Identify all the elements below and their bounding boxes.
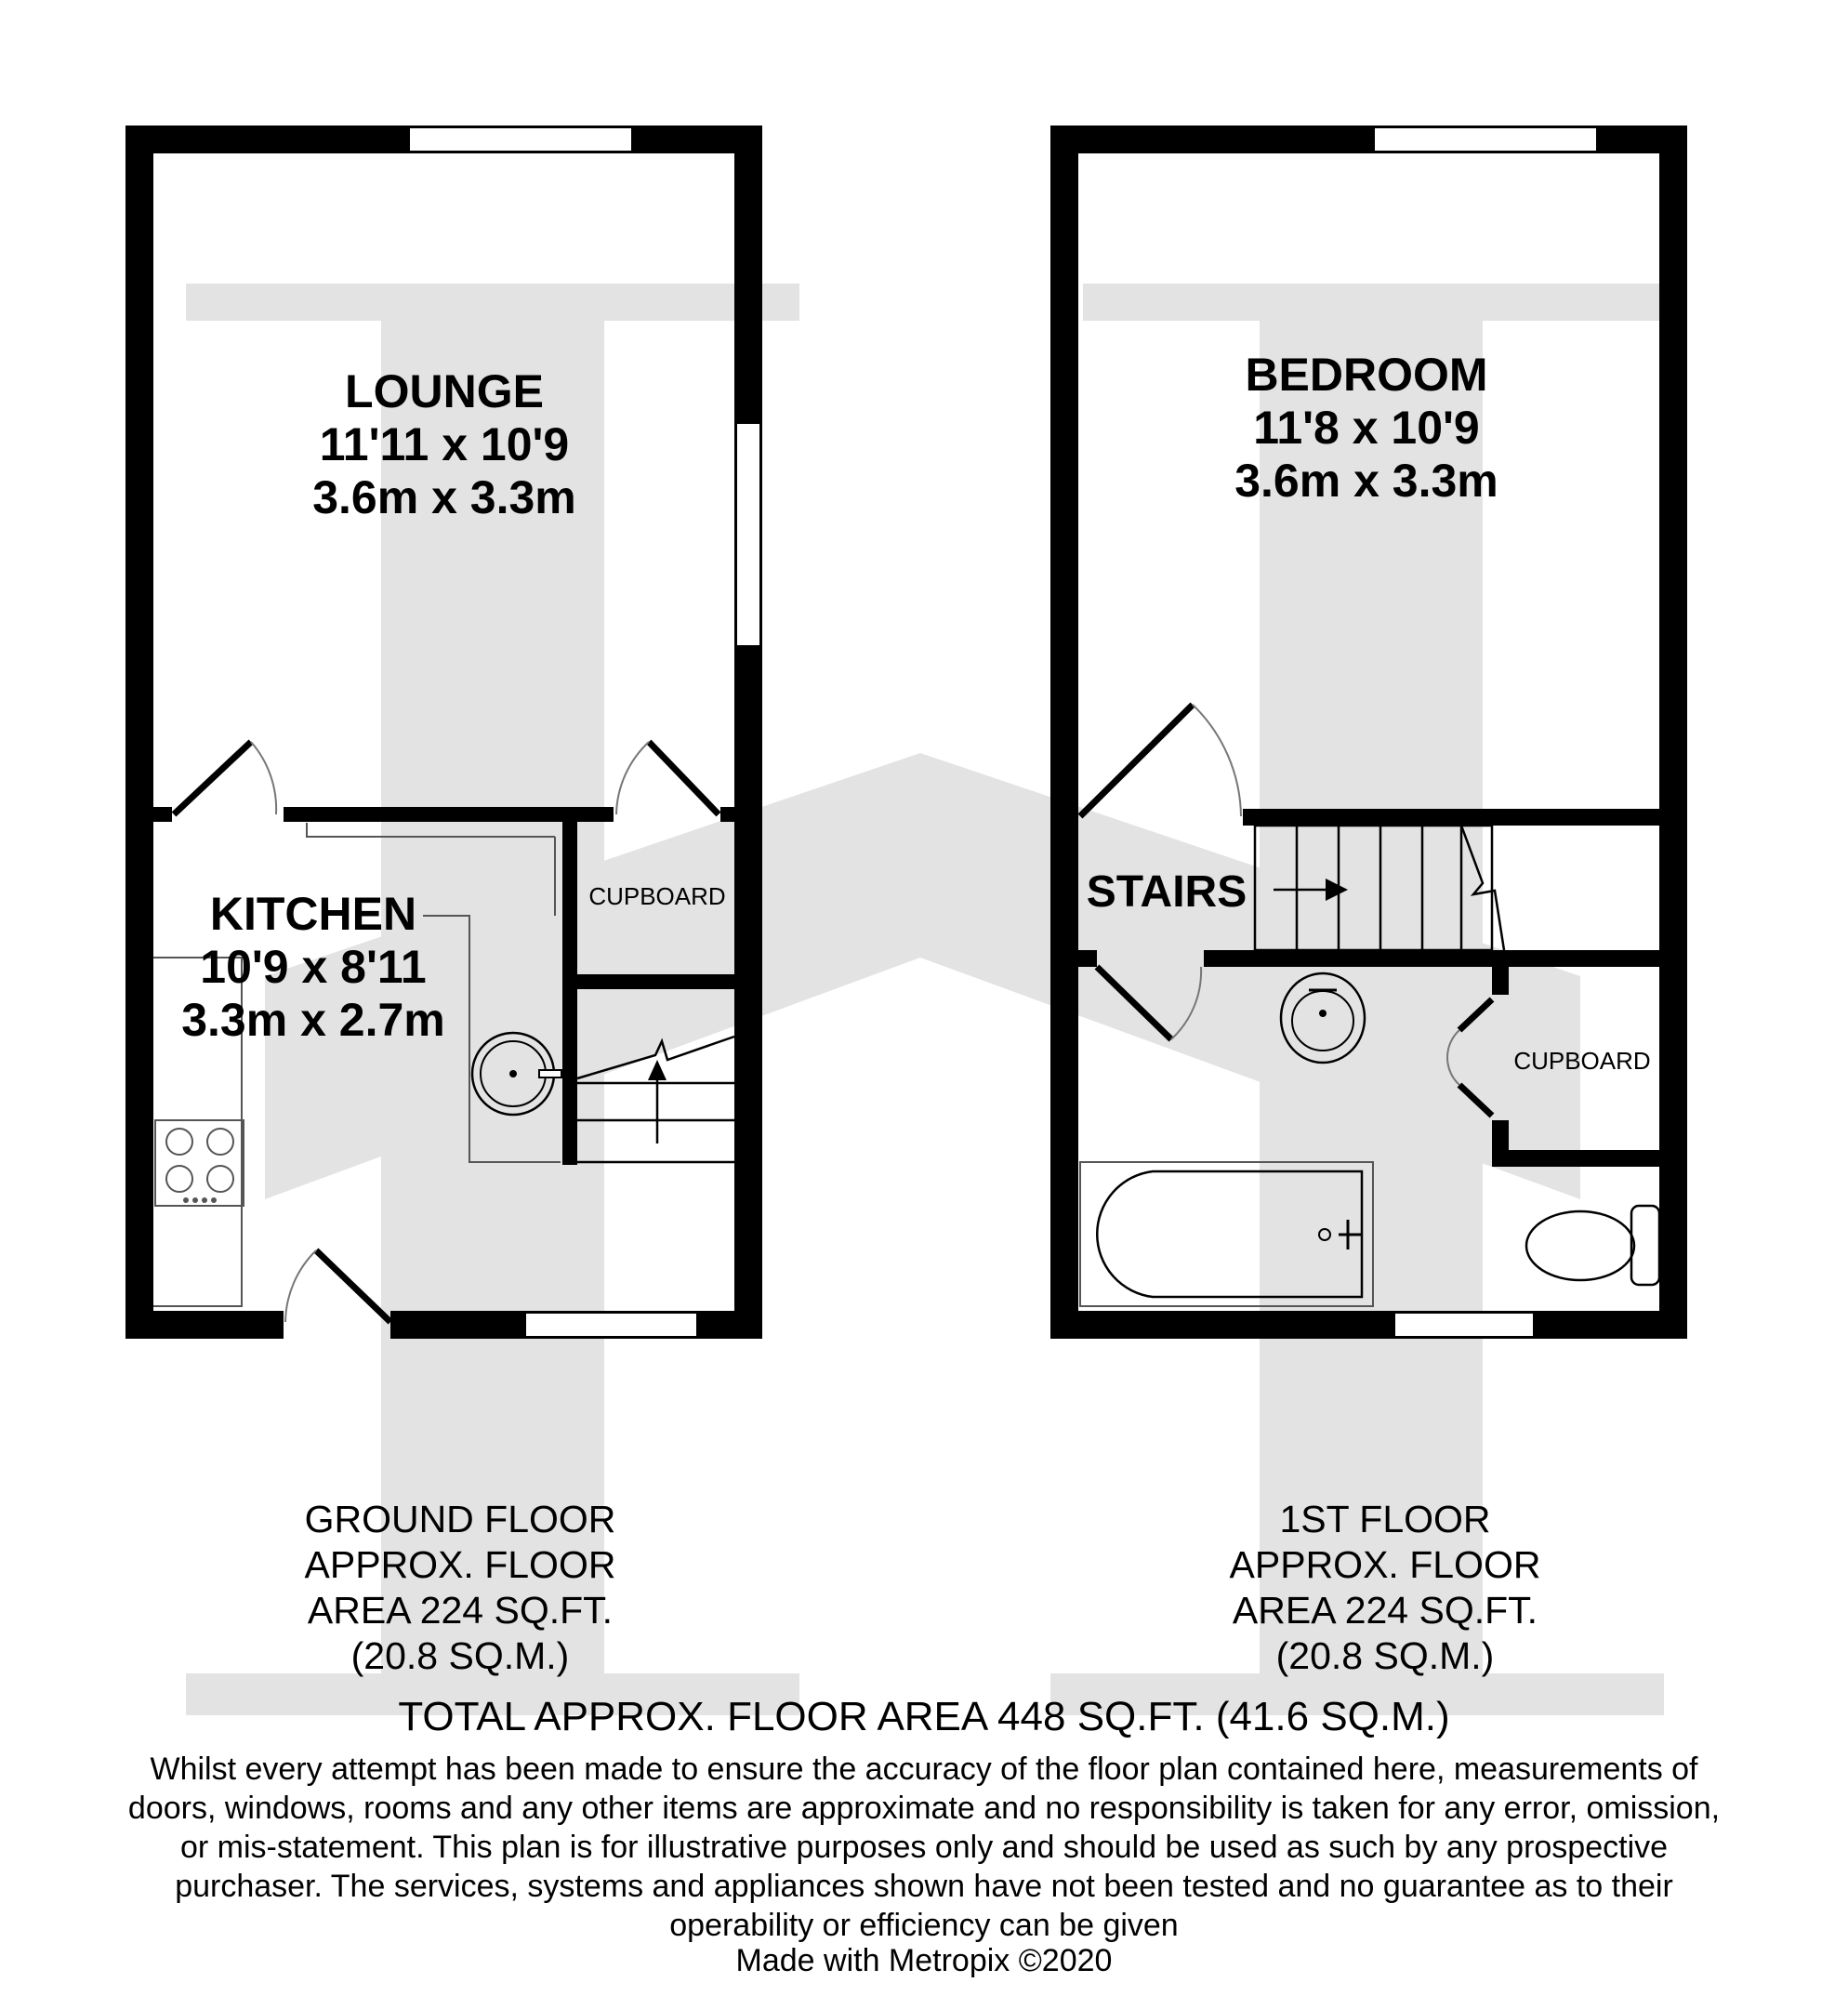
lounge-name: LOUNGE bbox=[345, 365, 544, 417]
wall bbox=[577, 974, 740, 989]
wall bbox=[1204, 950, 1666, 967]
first-floor-caption-line: (20.8 SQ.M.) bbox=[1275, 1634, 1495, 1677]
ground-floor-caption-line: (20.8 SQ.M.) bbox=[350, 1634, 570, 1677]
credit-text: Made with Metropix ©2020 bbox=[735, 1943, 1113, 1978]
toilet-icon bbox=[1526, 1206, 1659, 1285]
wall bbox=[1078, 950, 1097, 967]
window bbox=[736, 423, 760, 646]
wall bbox=[720, 807, 762, 822]
door bbox=[174, 742, 251, 814]
wall bbox=[1050, 1311, 1687, 1339]
wall bbox=[1492, 967, 1509, 995]
window bbox=[1374, 127, 1597, 152]
wall bbox=[1492, 1150, 1666, 1167]
door-swing bbox=[285, 1250, 316, 1322]
kitchen-metric-size: 3.3m x 2.7m bbox=[181, 994, 445, 1046]
door-swing bbox=[251, 742, 276, 814]
ground-cupboard-label: CUPBOARD bbox=[588, 882, 726, 910]
ground-floor-caption-line: APPROX. FLOOR bbox=[304, 1543, 616, 1586]
stairs-label: STAIRS bbox=[1086, 867, 1247, 917]
first-cupboard-label: CUPBOARD bbox=[1513, 1047, 1651, 1075]
total-floor-area: TOTAL APPROX. FLOOR AREA 448 SQ.FT. (41.6 SQ.M.) bbox=[398, 1694, 1450, 1739]
ground-floor-caption bbox=[232, 1497, 688, 1679]
disclaimer-text: Whilst every attempt has been made to ensure the accuracy of the floor plan contained here, measurements of doors, windows, rooms and any other items are approximate and no responsibility is taken for any error, omission, or mis-statement. This plan is for illustrative purposes only and should be used as such by any prospective purchaser. The services, systems and appliances shown have not been tested and no guarantee as to their operability or efficiency can be given bbox=[127, 1751, 1721, 1943]
wall bbox=[562, 807, 577, 1165]
wall bbox=[1243, 809, 1666, 826]
kitchen-name: KITCHEN bbox=[209, 888, 417, 940]
first-floor-caption-line: APPROX. FLOOR bbox=[1229, 1543, 1541, 1586]
door-swing bbox=[616, 742, 649, 814]
wall bbox=[125, 1311, 284, 1339]
wall bbox=[1050, 126, 1078, 1339]
door bbox=[649, 742, 719, 814]
first-floor-caption bbox=[1157, 1497, 1613, 1679]
wall bbox=[125, 126, 153, 1339]
first-floor-caption-line: 1ST FLOOR bbox=[1279, 1498, 1491, 1540]
bedroom-imperial-size: 11'8 x 10'9 bbox=[1253, 402, 1480, 454]
ground-floor-caption-line: AREA 224 SQ.FT. bbox=[307, 1589, 614, 1632]
lounge-metric-size: 3.6m x 3.3m bbox=[312, 471, 576, 523]
bedroom-name: BEDROOM bbox=[1245, 349, 1488, 401]
ground-floor-caption-line: GROUND FLOOR bbox=[304, 1498, 616, 1540]
door-swing bbox=[1193, 705, 1241, 816]
door bbox=[316, 1250, 390, 1322]
window bbox=[409, 127, 632, 152]
window bbox=[1394, 1313, 1534, 1337]
first-floor-caption-line: AREA 224 SQ.FT. bbox=[1232, 1589, 1538, 1632]
hob-icon bbox=[155, 1120, 244, 1206]
window bbox=[525, 1313, 697, 1337]
wall bbox=[734, 126, 762, 1339]
lounge-imperial-size: 11'11 x 10'9 bbox=[319, 418, 570, 470]
wall bbox=[125, 807, 172, 822]
kitchen-imperial-size: 10'9 x 8'11 bbox=[200, 941, 427, 993]
bedroom-metric-size: 3.6m x 3.3m bbox=[1234, 455, 1498, 507]
door bbox=[1080, 705, 1193, 816]
